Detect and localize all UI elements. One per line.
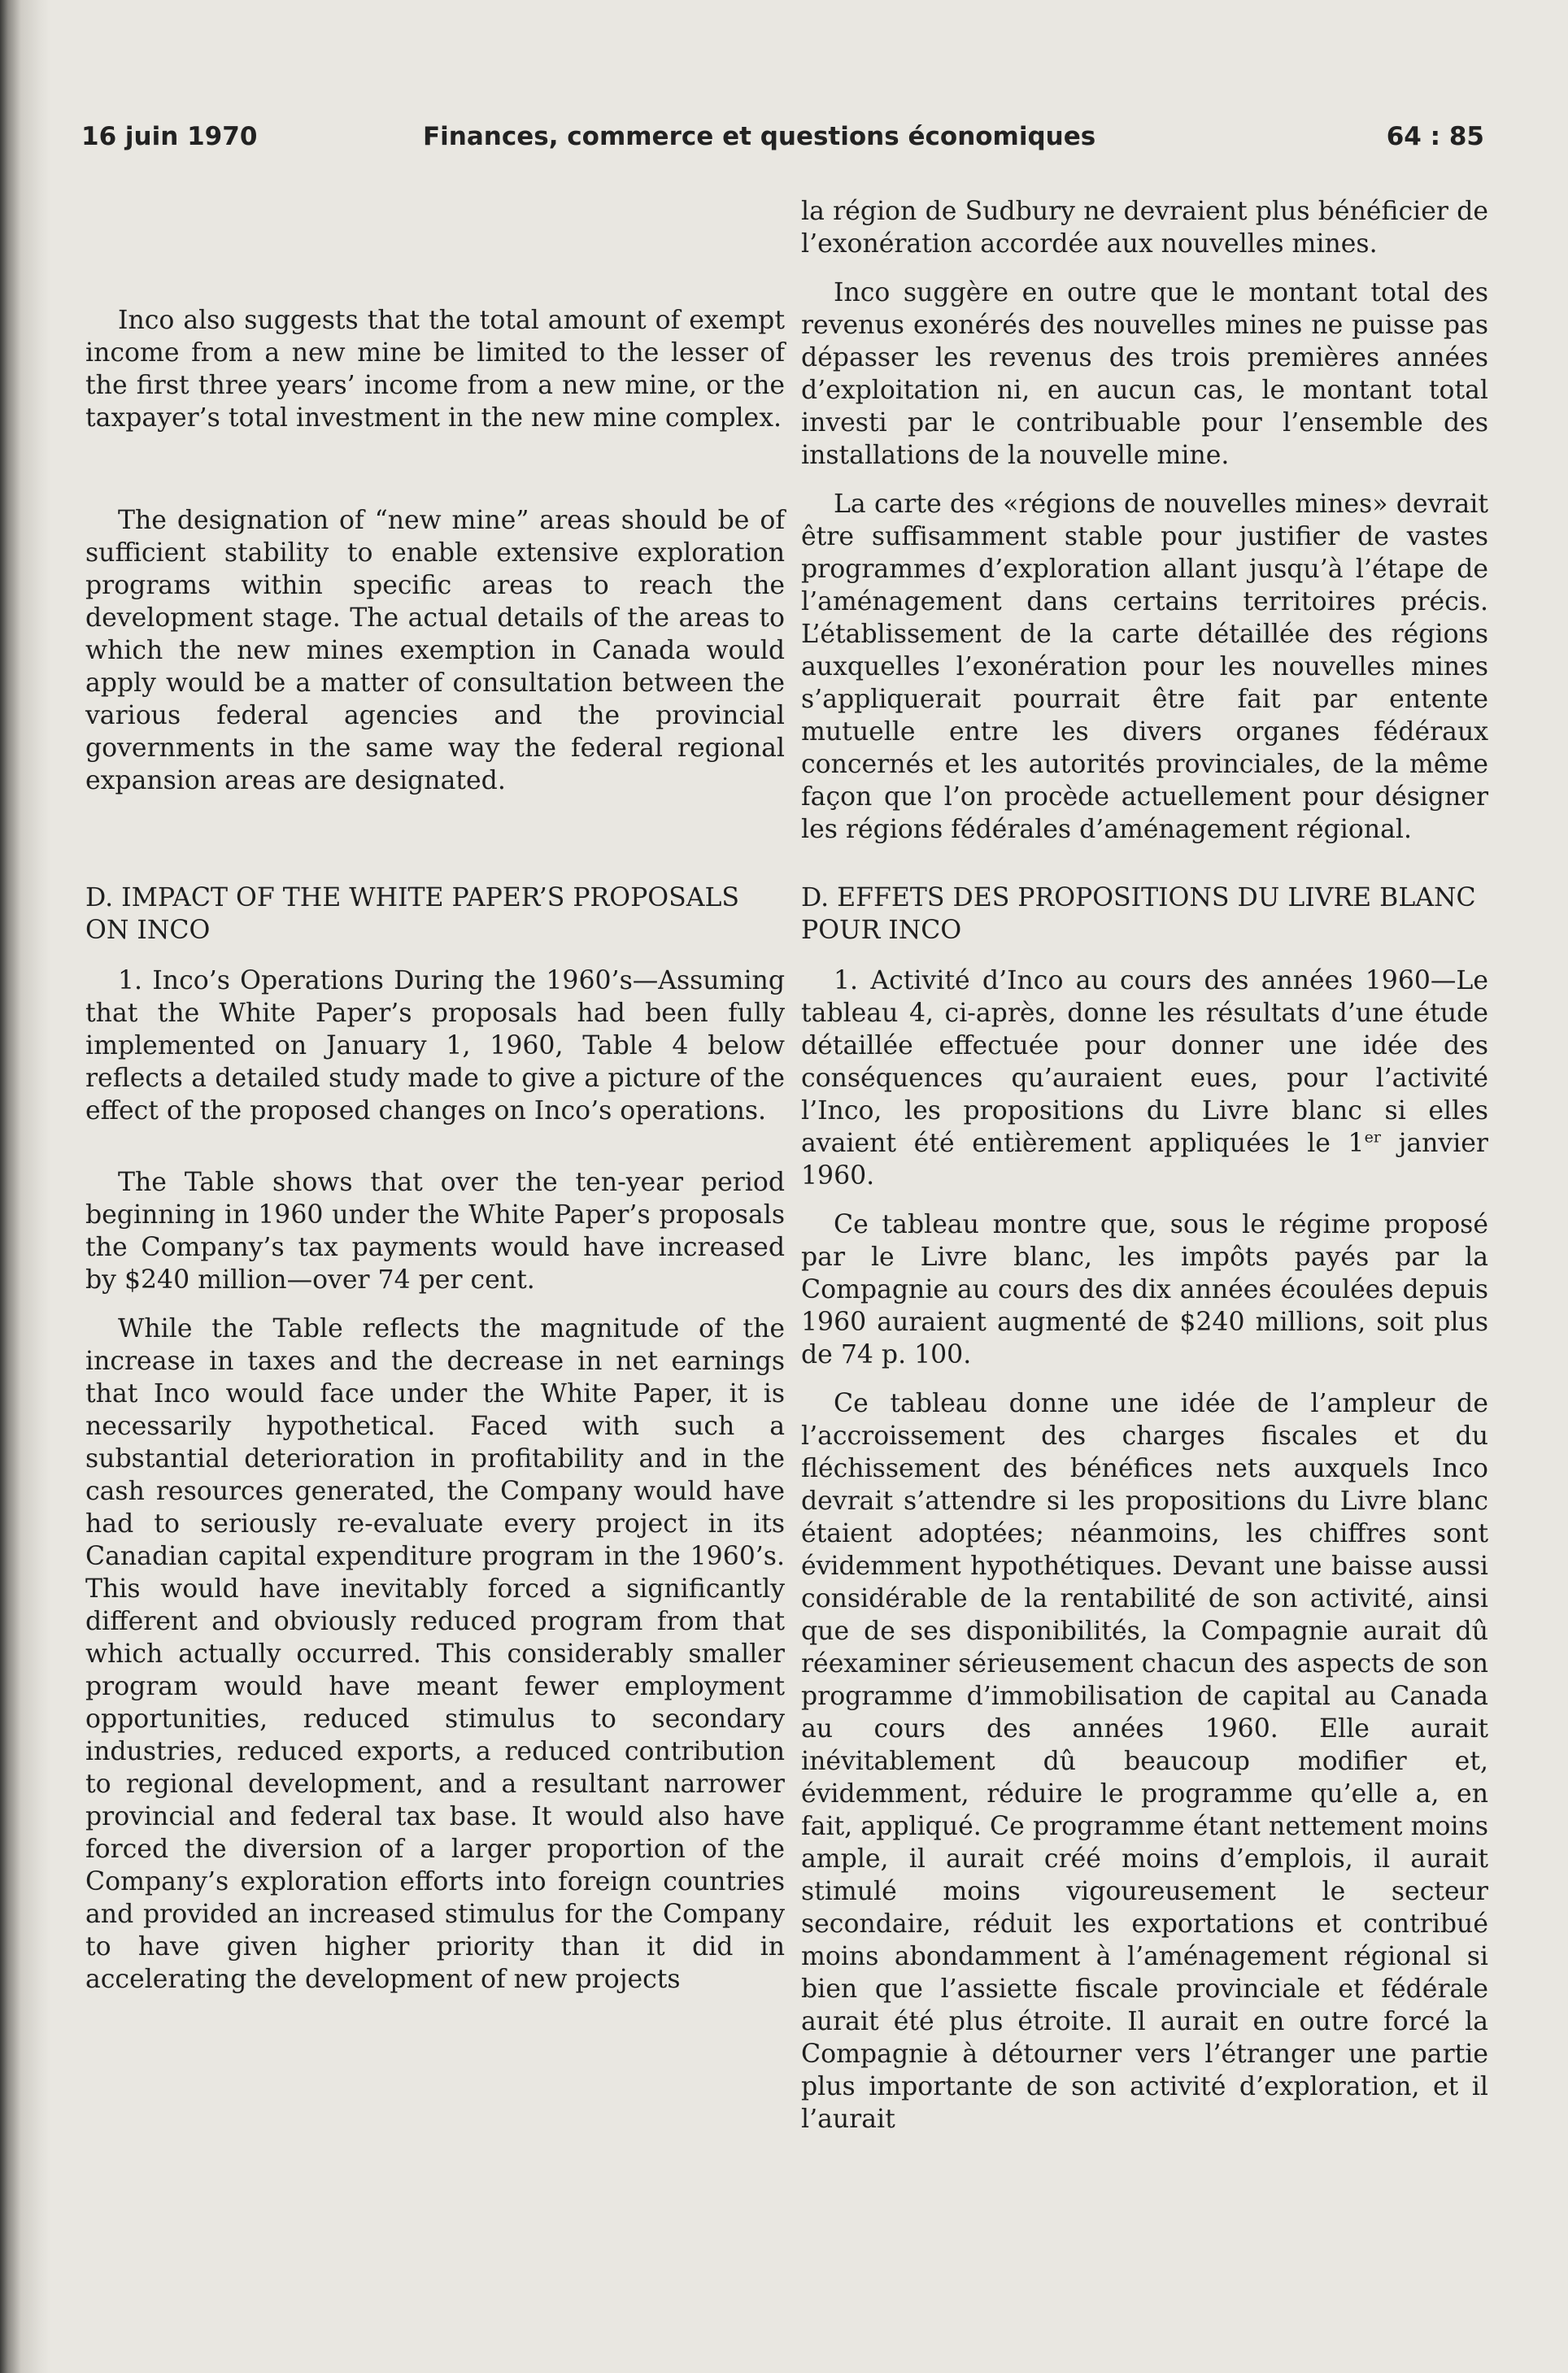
header-date: 16 juin 1970: [81, 122, 258, 151]
en-paragraph-operations-1960s: 1. Inco’s Operations During the 1960’s—Assuming that the White Paper’s proposals had been fully implemented on January 1, 1960, Table 4 below reflects a detailed study made to give a picture of the effect of the proposed changes on Inco’s operations.: [85, 966, 785, 1126]
fr-p3-text: 1. Activité d’Inco au cours des années 1960—Le tableau 4, ci-après, donne les résultats d’une étude détaillée effectuée pour donner une idée des conséquences qu’auraient eues, pour l’activité l’Inco, les propositions du Livre blanc si elles avaient été entièrement appliquées le 1: [801, 966, 1488, 1158]
en-heading-section-d: D. IMPACT OF THE WHITE PAPER’S PROPOSALS ON INCO: [85, 883, 739, 945]
header-title: Finances, commerce et questions économiques: [423, 122, 1096, 151]
en-paragraph-exempt-income: Inco also suggests that the total amount of exempt income from a new mine be limited to the lesser of the first three years’ income from a new mine, or the taxpayer’s total investment in the new mine complex.: [85, 306, 785, 433]
en-paragraph-tax-increase: The Table shows that over the ten-year period beginning in 1960 under the White Paper’s proposals the Company’s tax payments would have increased by $240 million—over 74 per cent.: [85, 1168, 785, 1295]
fr-paragraph-sudbury: la région de Sudbury ne devraient plus bénéficier de l’exonération accordée aux nouvelles mines.: [801, 197, 1488, 259]
en-paragraph-new-mine-areas: The designation of “new mine” areas should be of sufficient stability to enable extensive exploration programs within specific areas to reach the development stage. The actual details of the areas to which the new mines exemption in Canada would apply would be a matter of consultation between the various federal agencies and the provincial governments in the same way the federal regional expansion areas are designated.: [85, 506, 785, 795]
fr-paragraph-activite-1960: [801, 964, 1488, 1192]
fr-paragraph-carte-regions: La carte des «régions de nouvelles mines» devrait être suffisamment stable pour justifier de vastes programmes d’exploration allant jusqu’à l’étape de l’aménagement dans certains territoires précis. L’établissement de la carte détaillée des régions auxquelles l’exonération pour les nouvelles mines s’appliquerait pourrait être fait par entente mutuelle entre les divers organes fédéraux concernés et les autorités provinciales, de la même façon que l’on procède actuellement pour désigner les régions fédérales d’aménagement régional.: [801, 490, 1488, 844]
fr-heading-section-d: D. EFFETS DES PROPOSITIONS DU LIVRE BLANC POUR INCO: [801, 883, 1476, 945]
english-column: [85, 195, 785, 2012]
fr-paragraph-revenus-exoneres: Inco suggère en outre que le montant total des revenus exonérés des nouvelles mines ne puisse pas dépasser les revenus des trois premières années d’exploitation ni, en aucun cas, le montant total investi par le contribuable pour l’ensemble des installations de la nouvelle mine.: [801, 278, 1488, 470]
book-spine-shadow: [0, 0, 50, 2373]
fr-paragraph-impots: Ce tableau montre que, sous le régime proposé par le Livre blanc, les impôts payés par la Compagnie au cours des dix années écoulées depuis 1960 auraient augmenté de $240 millions, soit plus de 74 p. 100.: [801, 1210, 1488, 1369]
fr-p3-text-end: janvier 1960.: [801, 1129, 1488, 1191]
fr-p3-superscript: er: [1364, 1128, 1381, 1147]
header-page-number: 64 : 85: [1386, 122, 1484, 151]
french-column: [801, 195, 1488, 2152]
page-header: [81, 122, 1484, 163]
en-paragraph-hypothetical-impact: While the Table reflects the magnitude of the increase in taxes and the decrease in net earnings that Inco would face under the White Paper, it is necessarily hypothetical. Faced with such a substantial deterioration in profitability and in the cash resources generated, the Company would have had to seriously re-evaluate every project in its Canadian capital expenditure program in the 1960’s. This would have inevitably forced a significantly different and obviously reduced program from that which actually occurred. This considerably smaller program would have meant fewer employment opportunities, reduced stimulus to secondary industries, reduced exports, a reduced contribution to regional development, and a resultant narrower provincial and federal tax base. It would also have forced the diversion of a larger proportion of the Company’s exploration efforts into foreign countries and provided an increased stimulus for the Company to have given higher priority than it did in accelerating the development of new projects: [85, 1314, 785, 1994]
fr-paragraph-ampleur: Ce tableau donne une idée de l’ampleur de l’accroissement des charges fiscales et du fléchissement des bénéfices nets auxquels Inco devrait s’attendre si les propositions du Livre blanc étaient adoptées; néanmoins, les chiffres sont évidemment hypothétiques. Devant une baisse aussi considérable de la rentabilité de son activité, ainsi que de ses disponibilités, la Compagnie aurait dû réexaminer sérieusement chacun des aspects de son programme d’immobilisation de capital au Canada au cours des années 1960. Elle aurait inévitablement dû beaucoup modifier et, évidemment, réduire le programme qu’elle a, en fait, appliqué. Ce programme étant nettement moins ample, il aurait créé moins d’emplois, il aurait stimulé moins vigoureusement le secteur secondaire, réduit les exportations et contribué moins abondamment à l’aménagement régional si bien que l’assiette fiscale provinciale et fédérale aurait été plus étroite. Il aurait en outre forcé la Compagnie à détourner vers l’étranger une partie plus importante de son activité d’exploration, et il l’aurait: [801, 1389, 1488, 2134]
